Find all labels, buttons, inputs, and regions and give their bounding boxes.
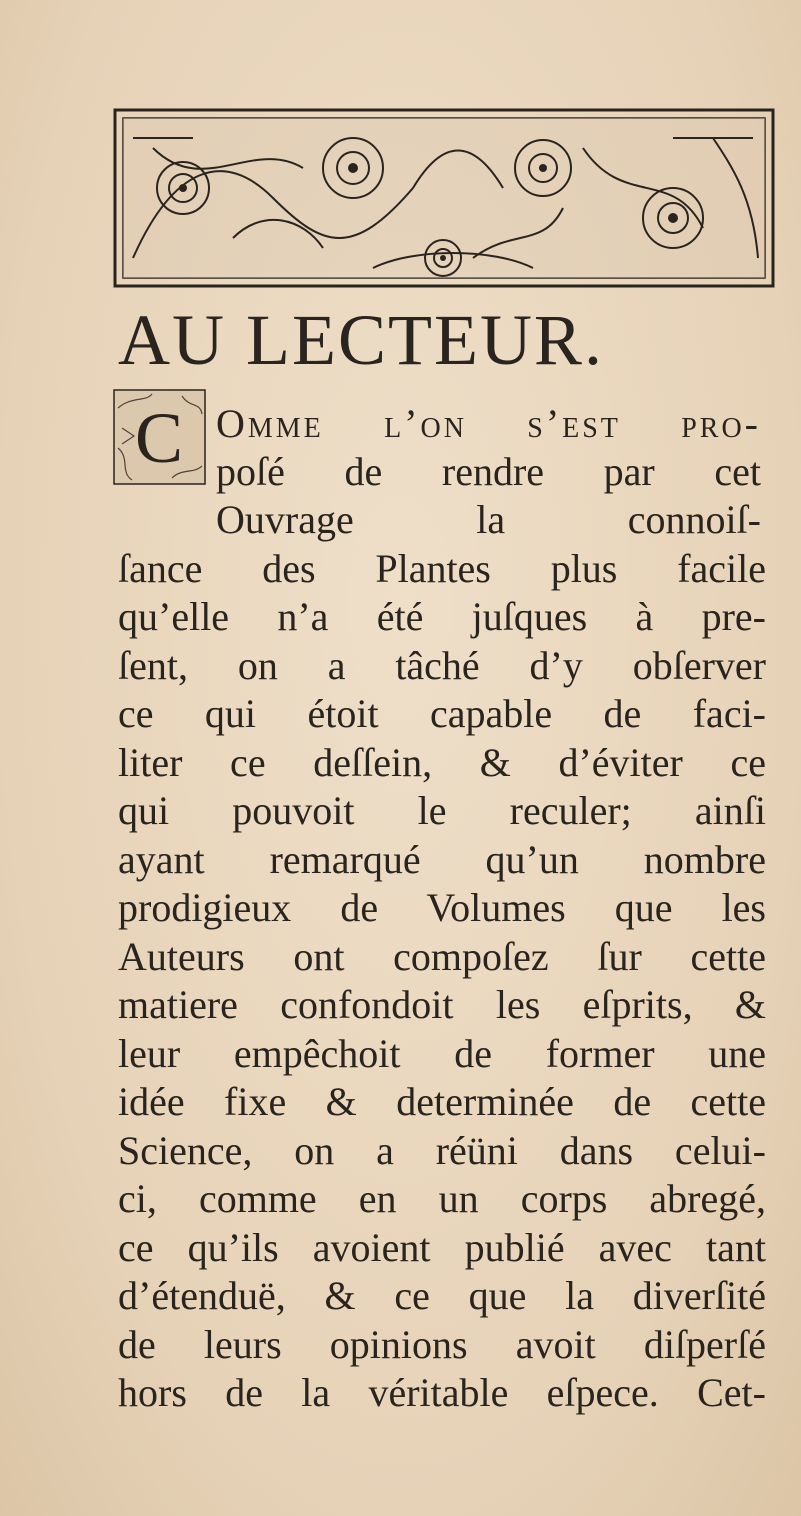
ornamental-initial-frame [112,388,207,486]
text-line: Auteurs ont compoſez ſur cette [118,934,766,979]
text-line: liter ce deſſein, & d’éviter ce [118,740,766,785]
text-line: Science, on a réüni dans celui- [118,1128,766,1173]
text-line: hors de la véritable eſpece. Cet- [118,1370,766,1415]
text-line: prodigieux de Volumes que les [118,885,766,930]
text-line: d’étenduë, & ce que la diverſité [118,1273,766,1318]
text-line: qu’elle n’a été juſques à pre- [118,594,766,639]
text-line: matiere confondoit les eſprits, & [118,982,766,1027]
text-line: ſance des Plantes plus facile [118,546,766,591]
text-line: poſé de rendre par cet [216,449,761,494]
initial-letter: C [134,398,184,478]
text-line: leur empêchoit de former une [118,1031,766,1076]
page-title: AU LECTEUR. [118,300,604,380]
text-line: Omme l’on s’eſt pro- [216,401,761,446]
text-line: Ouvrage la connoiſ- [216,497,761,542]
text-line: de leurs opinions avoit diſperſé [118,1322,766,1367]
text-line: ce qui étoit capable de faci- [118,691,766,736]
text-line: ci, comme en un corps abregé, [118,1176,766,1221]
text-line: ce qu’ils avoient publié avec tant [118,1225,766,1270]
text-line: idée fixe & determinée de cette [118,1079,766,1124]
text-line: qui pouvoit le reculer; ainſi [118,788,766,833]
text-line: ayant remarqué qu’un nombre [118,837,766,882]
text-line: ſent, on a tâché d’y obſerver [118,643,766,688]
floral-headpiece-ornament [113,108,775,288]
